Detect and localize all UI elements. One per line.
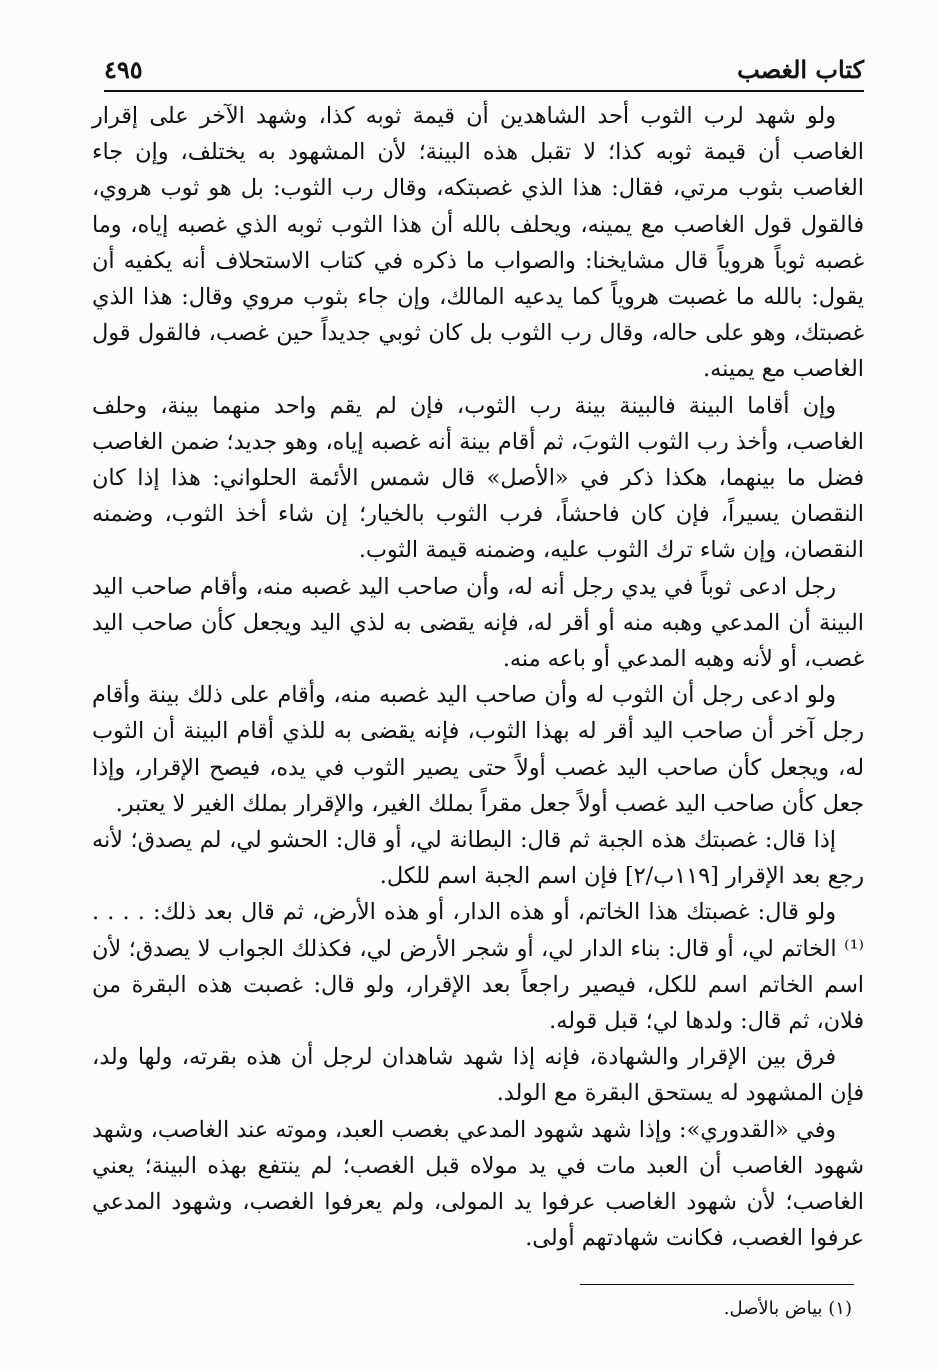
- footnote: (١) بياض بالأصل.: [723, 1298, 852, 1319]
- chapter-title: كتاب الغصب: [737, 55, 864, 84]
- footnote-separator: [580, 1284, 854, 1285]
- paragraph: ولو شهد لرب الثوب أحد الشاهدين أن قيمة ثوبه كذا، وشهد الآخر على إقرار الغاصب أن قيمة ثوبه كذا؛ لا تقبل هذه البينة؛ لأن المشهود به يختلف، وإن جاء الغاصب بثوب مرتي، فقال: هذا الذي غصبتكه، وقال رب الثوب: بل هو ثوب هروي، فالقول قول الغاصب مع يمينه، ويحلف بالله أن هذا الثوب ثوبه الذي غصبه إياه، وما غصبه ثوباً هروياً قال مشايخنا: والصواب ما ذكره في كتاب الاستحلاف أنه يكفيه أن يقول: بالله ما غصبت هروياً كما يدعيه المالك، وإن جاء بثوب مروي وقال: هذا الذي غصبتك، وهو على حاله، وقال رب الثوب بل كان ثوبي جديداً حين غصب، فالقول قول الغاصب مع يمينه.: [92, 103, 864, 383]
- paragraph: فرق بين الإقرار والشهادة، فإنه إذا شهد شاهدان لرجل أن هذه بقرته، ولها ولد، فإن المشهود له يستحق البقرة مع الولد.: [92, 1044, 864, 1107]
- main-text: [92, 98, 864, 1257]
- page-number: ٤٩٥: [104, 55, 143, 84]
- paragraph: رجل ادعى ثوباً في يدي رجل أنه له، وأن صاحب اليد غصبه منه، وأقام صاحب اليد البينة أن المدعي وهبه منه أو أقر له، فإنه يقضى به لذي اليد ويجعل كأن صاحب اليد غصب، أو لأنه وهبه المدعي أو باعه منه.: [92, 573, 864, 673]
- paragraph: إذا قال: غصبتك هذه الجبة ثم قال: البطانة لي، أو قال: الحشو لي، لم يصدق؛ لأنه رجع بعد الإقرار [١١٩ب/٢] فإن اسم الجبة اسم للكل.: [92, 827, 864, 890]
- paragraph: ولو ادعى رجل أن الثوب له وأن صاحب اليد غصبه منه، وأقام على ذلك بينة وأقام رجل آخر أن صاحب اليد أقر له بهذا الثوب، فإنه يقضى به للذي أقام البينة أن الثوب له، ويجعل كأن صاحب اليد غصب أولاً حتى يصير الثوب في يده، فيصح الإقرار، وإذا جعل كأن صاحب اليد غصب أولاً جعل مقراً بملك الغير، والإقرار بملك الغير لا يعتبر.: [92, 682, 864, 817]
- paragraph: وإن أقاما البينة فالبينة بينة رب الثوب، فإن لم يقم واحد منهما بينة، وحلف الغاصب، وأخذ رب الثوب الثوبَ، ثم أقام بينة أنه غصبه إياه، وهو جديد؛ ضمن الغاصب فضل ما بينهما، هكذا ذكر في «الأصل» قال شمس الأئمة الحلواني: هذا إذا كان النقصان يسيراً، فإن كان فاحشاً، فرب الثوب بالخيار؛ إن شاء أخذ الثوب، وضمنه النقصان، وإن شاء ترك الثوب عليه، وضمنه قيمة الثوب.: [92, 392, 864, 564]
- running-header: [104, 34, 864, 92]
- paragraph: ولو قال: غصبتك هذا الخاتم، أو هذه الدار، أو هذه الأرض، ثم قال بعد ذلك: . . . . ⁽¹⁾ الخاتم لي، أو قال: بناء الدار لي، أو شجر الأرض لي، فكذلك الجواب لا يصدق؛ لأن اسم الخاتم اسم للكل، فيصير راجعاً بعد الإقرار، ولو قال: غصبت هذه البقرة من فلان، ثم قال: ولدها لي؛ قبل قوله.: [92, 899, 864, 1035]
- paragraph: وفي «القدوري»: وإذا شهد شهود المدعي بغصب العبد، وموته عند الغاصب، وشهد شهود الغاصب أن العبد مات في يد مولاه قبل الغصب؛ لم ينتفع بهذه البينة؛ يعني الغاصب؛ لأن شهود الغاصب عرفوا يد المولى، ولم يعرفوا الغصب، وشهود المدعي عرفوا الغصب، فكانت شهادتهم أولى.: [92, 1116, 864, 1252]
